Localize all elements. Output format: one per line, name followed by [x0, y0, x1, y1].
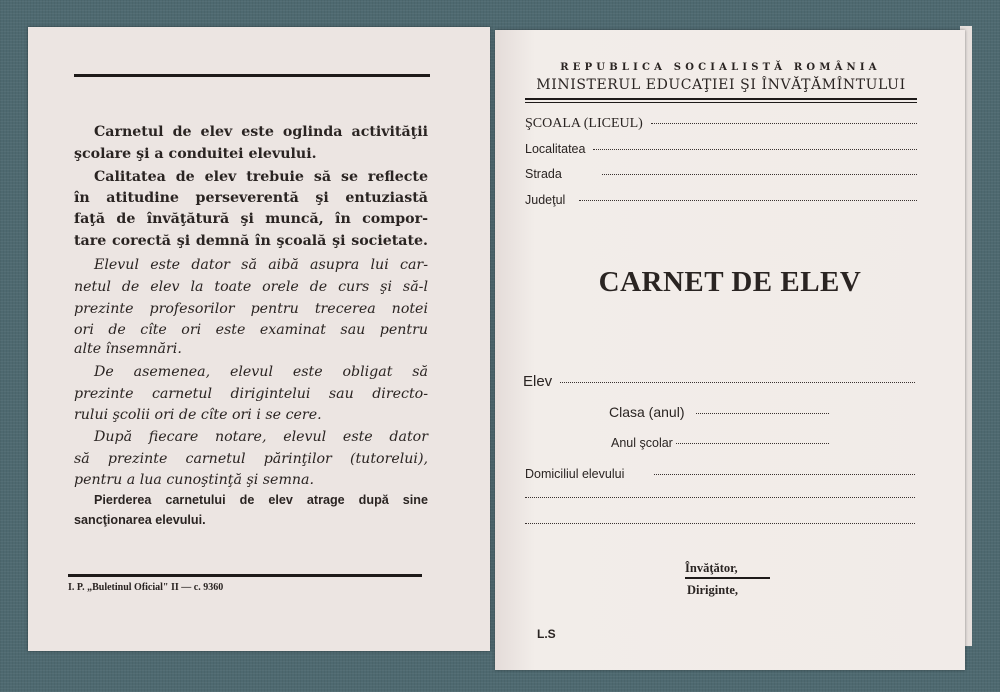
dotted-line — [525, 523, 915, 524]
text-line: Carnetul de elev este oglinda activităţii — [94, 124, 428, 140]
dotted-line — [593, 149, 917, 150]
text-line: pentru a lua cunoştinţă şi semna. — [74, 472, 315, 488]
dotted-line — [602, 174, 917, 175]
street-label: Strada — [525, 167, 562, 181]
top-rule — [74, 74, 430, 77]
text-line: De asemenea, elevul este obligat să — [94, 364, 428, 380]
text-line: în atitudine perseverentă şi entuziastă — [74, 190, 428, 206]
left-page — [28, 27, 490, 651]
text-line: prezinte profesorilor pentru trecerea notei — [74, 301, 428, 317]
county-label: Judeţul — [525, 193, 566, 207]
dotted-line — [560, 382, 915, 383]
printer-imprint: I. P. „Buletinul Oficial" II — c. 9360 — [68, 582, 224, 593]
residence-label: Domiciliul elevului — [525, 467, 625, 481]
text-line: După fiecare notare, elevul este dator — [94, 429, 428, 445]
header-rule-2 — [525, 102, 917, 103]
text-line: alte însemnări. — [74, 341, 182, 357]
dotted-line — [525, 497, 915, 498]
dotted-line — [696, 413, 829, 414]
locality-field[interactable] — [525, 142, 917, 156]
text-line: Calitatea de elev trebuie să se reflecte — [94, 169, 428, 185]
header-rule — [525, 98, 917, 100]
text-line: tare corectă şi demnă în şcoală şi societate. — [74, 233, 428, 249]
text-line: şcolare şi a conduitei elevului. — [74, 146, 317, 162]
ministry-header: MINISTERUL EDUCAŢIEI ŞI ÎNVĂŢĂMÎNTULUI — [536, 77, 906, 93]
text-line: Pierderea carnetului de elev atrage după sine — [94, 493, 428, 507]
text-line: netul de elev la toate orele de curs şi să-l — [74, 279, 428, 295]
text-line: ori de cîte ori este examinat sau pentru — [74, 322, 428, 338]
seal-placeholder: L.S — [537, 627, 556, 641]
document-title: CARNET DE ELEV — [598, 266, 862, 298]
class-field[interactable] — [609, 404, 829, 420]
school-label: ŞCOALA (LICEUL) — [525, 116, 643, 131]
residence-field[interactable] — [525, 467, 915, 481]
school-year-field[interactable] — [611, 436, 829, 450]
county-field[interactable] — [525, 193, 917, 207]
school-field[interactable] — [525, 116, 917, 132]
text-line: faţă de învăţătură şi muncă, în compor- — [74, 211, 428, 227]
student-label: Elev — [523, 373, 553, 390]
school-year-label: Anul şcolar — [611, 436, 673, 450]
dotted-line — [579, 200, 917, 201]
republic-header: REPUBLICA SOCIALISTĂ ROMÂNIA — [560, 62, 881, 73]
right-page — [495, 30, 965, 670]
text-line: sancţionarea elevului. — [74, 513, 206, 527]
text-line: rului şcolii ori de cîte ori i se cere. — [74, 407, 322, 423]
street-field[interactable] — [525, 167, 917, 181]
signature-rule — [685, 577, 770, 579]
residence-line-3[interactable] — [525, 526, 915, 527]
student-field[interactable] — [523, 373, 915, 390]
class-label: Clasa (anul) — [609, 404, 685, 420]
text-line: Elevul este dator să aibă asupra lui car- — [94, 257, 428, 273]
text-line: să prezinte carnetul părinţilor (tutorelui), — [74, 451, 428, 467]
dotted-line — [651, 123, 917, 124]
dotted-line — [676, 443, 829, 444]
bottom-rule — [68, 574, 422, 577]
locality-label: Localitatea — [525, 142, 586, 156]
text-line: prezinte carnetul dirigintelui sau directo- — [74, 386, 428, 402]
residence-line-2[interactable] — [525, 500, 915, 501]
teacher-signature-label: Învăţător, — [685, 561, 738, 575]
homeroom-signature-label: Diriginte, — [687, 583, 739, 597]
dotted-line — [654, 474, 915, 475]
